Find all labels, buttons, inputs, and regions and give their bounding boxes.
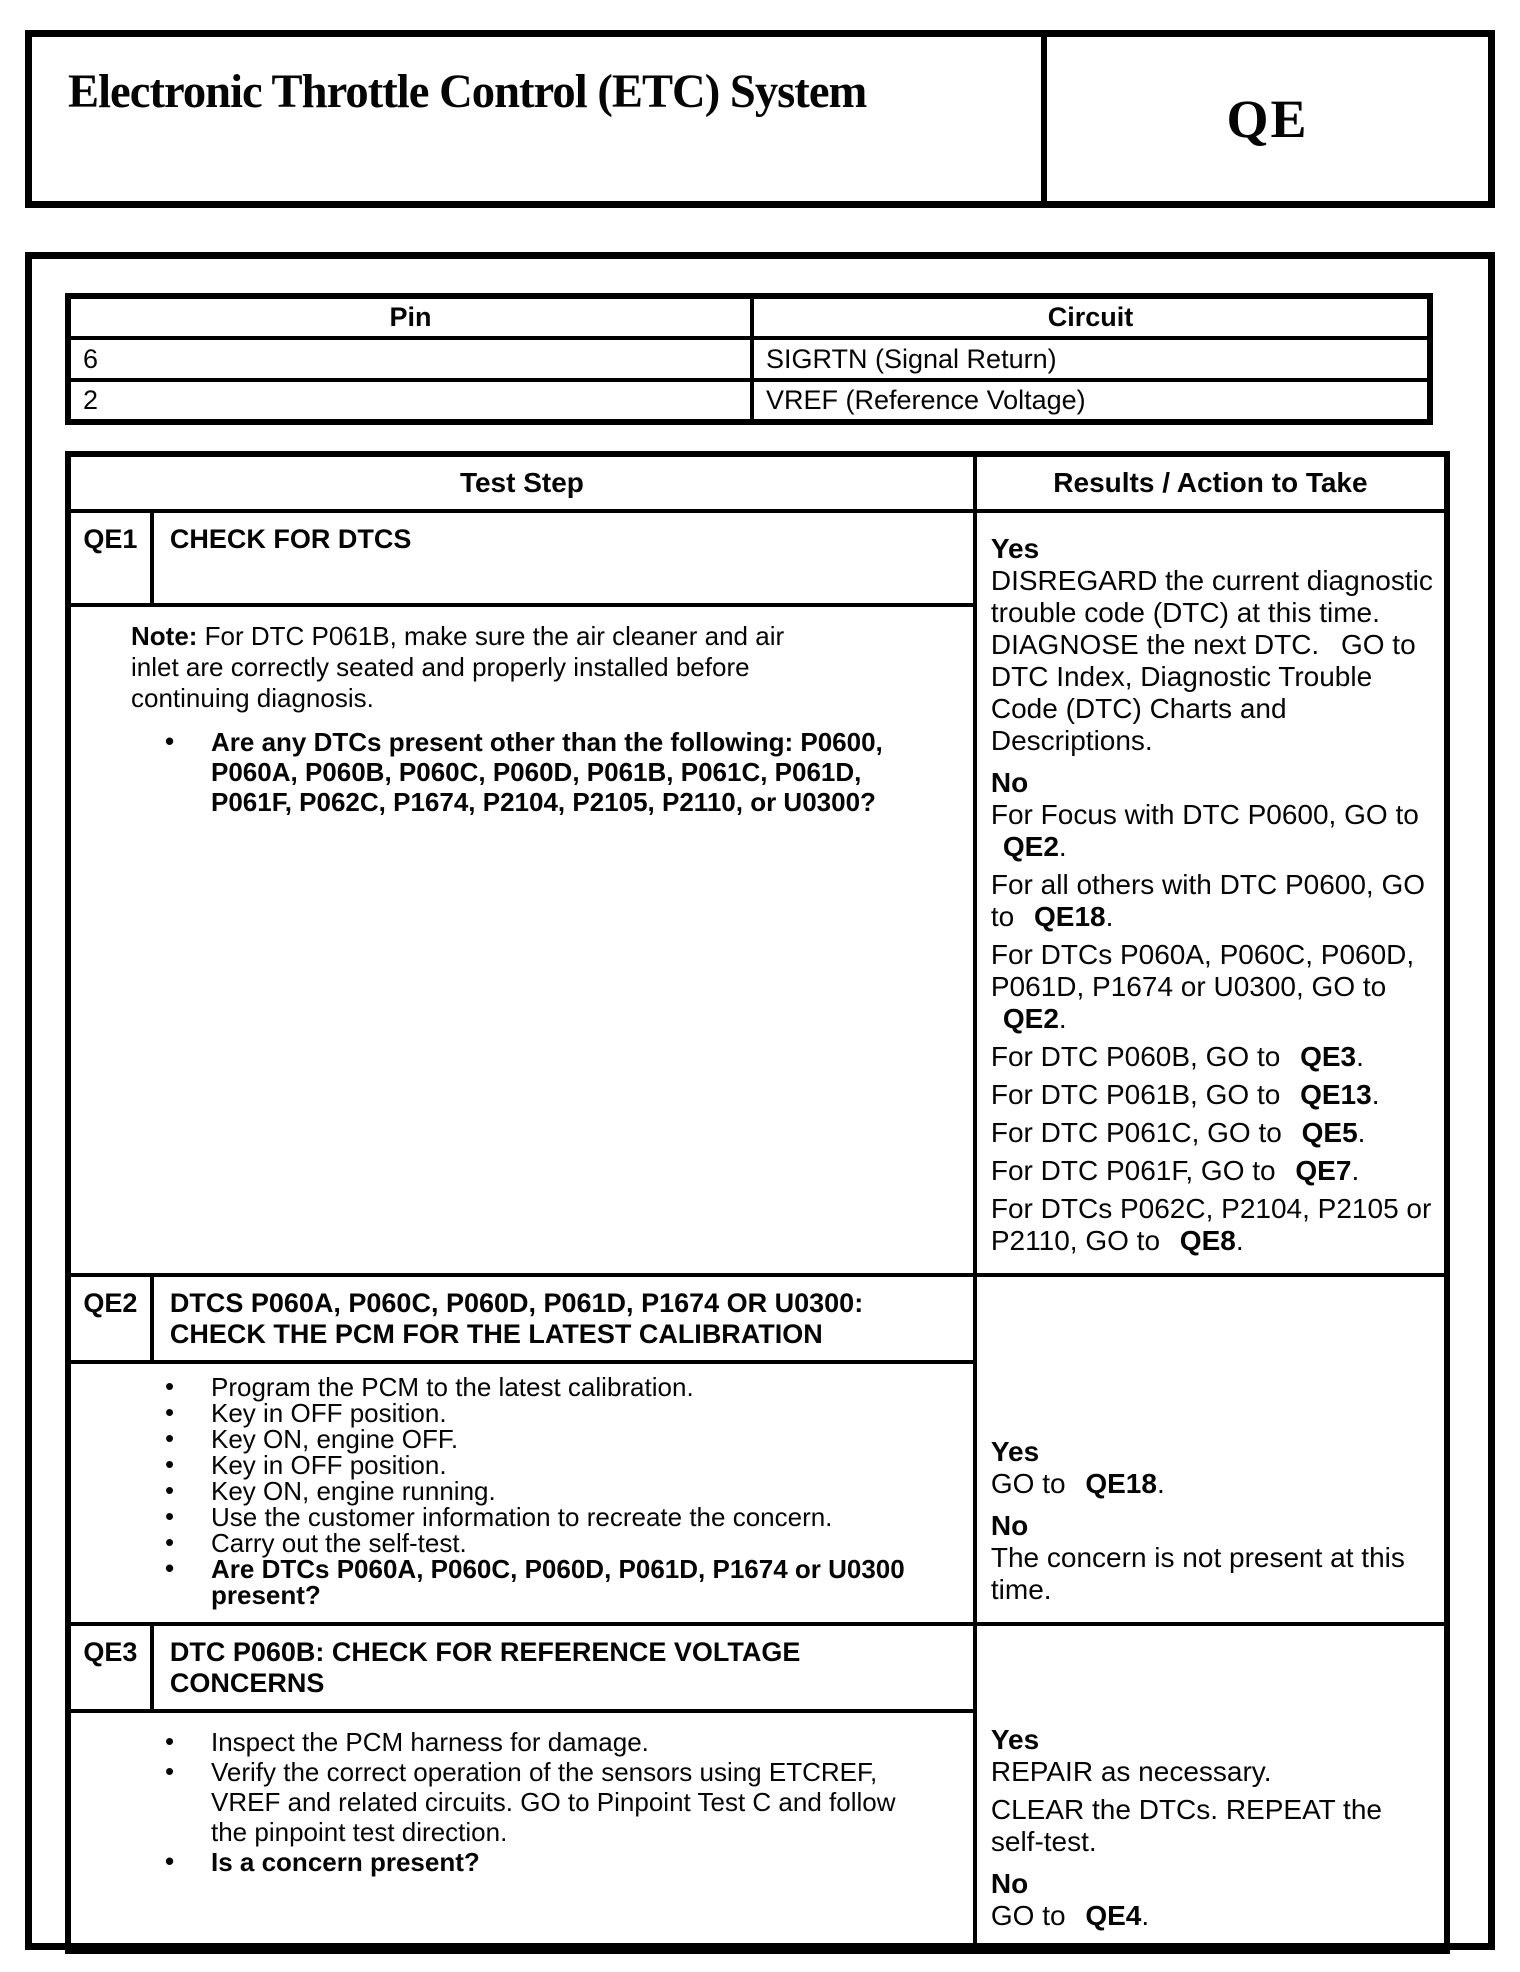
- instruction-bullet: • Key ON, engine running.: [131, 1478, 911, 1504]
- answer-label: No: [990, 1510, 1029, 1541]
- action-text: GO to QE18.: [990, 1468, 1165, 1499]
- step-id-label: QE3: [68, 1624, 152, 1711]
- step-reference: QE18: [1085, 1468, 1157, 1499]
- circuit-value: SIGRTN (Signal Return): [752, 338, 1430, 380]
- instruction-bullet: • Use the customer information to recreate the concern.: [131, 1504, 911, 1530]
- pin-table-row: [68, 338, 1430, 380]
- step-reference: QE2: [1002, 831, 1059, 862]
- content-frame: [25, 252, 1495, 1950]
- step-body: [68, 605, 975, 1275]
- pin-table-header-row: [68, 296, 1430, 338]
- pin-circuit-table: [65, 293, 1433, 425]
- step-results-cell: [975, 1275, 1447, 1624]
- circuit-value: VREF (Reference Voltage): [752, 380, 1430, 422]
- step-title: DTC P060B: CHECK FOR REFERENCE VOLTAGE CONCERNS: [152, 1624, 975, 1711]
- header-code-cell: [1041, 37, 1488, 201]
- step-reference: QE18: [1034, 901, 1106, 932]
- instruction-bullet: • Program the PCM to the latest calibration.: [131, 1374, 911, 1400]
- step-title: CHECK FOR DTCS: [152, 511, 975, 605]
- note-text: Note: For DTC P061B, make sure the air cleaner and air inlet are correctly seated and properly installed before continuing diagnosis.: [131, 621, 785, 713]
- action-text: For all others with DTC P0600, GO to QE18.: [990, 869, 1426, 932]
- bold-text: Note:: [131, 621, 198, 651]
- instruction-bullet: • Verify the correct operation of the sensors using ETCREF, VREF and related circuits. GO to Pinpoint Test C and follow the pinpoint test direction.: [131, 1757, 911, 1847]
- section-code: QE: [1226, 89, 1309, 149]
- action-text: For DTC P061B, GO to QE13.: [990, 1079, 1380, 1110]
- page-title: Electronic Throttle Control (ETC) System: [68, 65, 867, 118]
- answer-label: Yes: [990, 1724, 1040, 1755]
- question-bullet: • Are any DTCs present other than the following: P0600, P060A, P060B, P060C, P060D, P061B, P061C, P061D, P061F, P062C, P1674, P2104, P2105, P2110, or U0300?: [131, 727, 911, 817]
- instruction-list: [131, 1727, 949, 1877]
- action-text: For DTCs P062C, P2104, P2105 or P2110, GO to QE8.: [990, 1193, 1432, 1256]
- step-reference: QE2: [1002, 1003, 1059, 1034]
- answer-label: No: [990, 1868, 1029, 1899]
- instruction-bullet: • Key in OFF position.: [131, 1400, 911, 1426]
- instruction-bullet: • Key in OFF position.: [131, 1452, 911, 1478]
- action-text: The concern is not present at this time.: [990, 1542, 1405, 1605]
- step-body: [68, 1711, 975, 1951]
- step-reference: QE4: [1085, 1900, 1142, 1931]
- document-header: [25, 30, 1495, 208]
- step-reference: QE8: [1179, 1225, 1236, 1256]
- step-results-cell: [975, 511, 1447, 1275]
- step-reference: QE5: [1301, 1117, 1358, 1148]
- instruction-bullet: • Carry out the self-test.: [131, 1530, 911, 1556]
- answer-label: Yes: [990, 1436, 1040, 1467]
- step-reference: QE13: [1300, 1079, 1372, 1110]
- action-text: For DTC P061C, GO to QE5.: [990, 1117, 1366, 1148]
- step-reference: QE3: [1300, 1041, 1357, 1072]
- step-reference: QE7: [1295, 1155, 1352, 1186]
- question-bullet: • Are DTCs P060A, P060C, P060D, P061D, P1674 or U0300 present?: [131, 1556, 911, 1608]
- question-bullet: • Is a concern present?: [131, 1847, 911, 1877]
- step-results-cell: [975, 1624, 1447, 1951]
- action-text: DISREGARD the current diagnostic trouble code (DTC) at this time. DIAGNOSE the next DTC. GO to DTC Index, Diagnostic Trouble Code (DTC) Charts and Descriptions.: [990, 565, 1433, 756]
- step-id-label: QE1: [68, 511, 152, 605]
- action-text: GO to QE4.: [990, 1900, 1150, 1931]
- step-title-row: [68, 1275, 1447, 1362]
- test-step-column-header: Test Step: [68, 454, 975, 511]
- action-text: CLEAR the DTCs. REPEAT the self-test.: [990, 1794, 1382, 1857]
- instruction-bullet: • Key ON, engine OFF.: [131, 1426, 911, 1452]
- pin-value: 6: [68, 338, 752, 380]
- pin-column-header: Pin: [68, 296, 752, 338]
- step-title-row: [68, 1624, 1447, 1711]
- pin-value: 2: [68, 380, 752, 422]
- results-column-header: Results / Action to Take: [975, 454, 1447, 511]
- instruction-bullet: • Inspect the PCM harness for damage.: [131, 1727, 911, 1757]
- action-text: For Focus with DTC P0600, GO to QE2.: [990, 799, 1419, 862]
- action-text: For DTC P061F, GO to QE7.: [990, 1155, 1360, 1186]
- action-text: For DTCs P060A, P060C, P060D, P061D, P1674 or U0300, GO to QE2.: [990, 939, 1415, 1034]
- answer-label: Yes: [990, 533, 1040, 564]
- step-id-label: QE2: [68, 1275, 152, 1362]
- header-title-cell: [32, 37, 1041, 201]
- step-title: DTCS P060A, P060C, P060D, P061D, P1674 OR U0300: CHECK THE PCM FOR THE LATEST CALIBRATION: [152, 1275, 975, 1362]
- circuit-column-header: Circuit: [752, 296, 1430, 338]
- step-body: [68, 1362, 975, 1624]
- instruction-list: [131, 727, 949, 817]
- answer-label: No: [990, 767, 1029, 798]
- instruction-list: [131, 1374, 949, 1608]
- action-text: For DTC P060B, GO to QE3.: [990, 1041, 1364, 1072]
- pin-table-row: [68, 380, 1430, 422]
- step-title-row: [68, 511, 1447, 605]
- test-step-table: [65, 451, 1450, 1954]
- action-text: REPAIR as necessary.: [990, 1756, 1272, 1787]
- test-table-header-row: [68, 454, 1447, 511]
